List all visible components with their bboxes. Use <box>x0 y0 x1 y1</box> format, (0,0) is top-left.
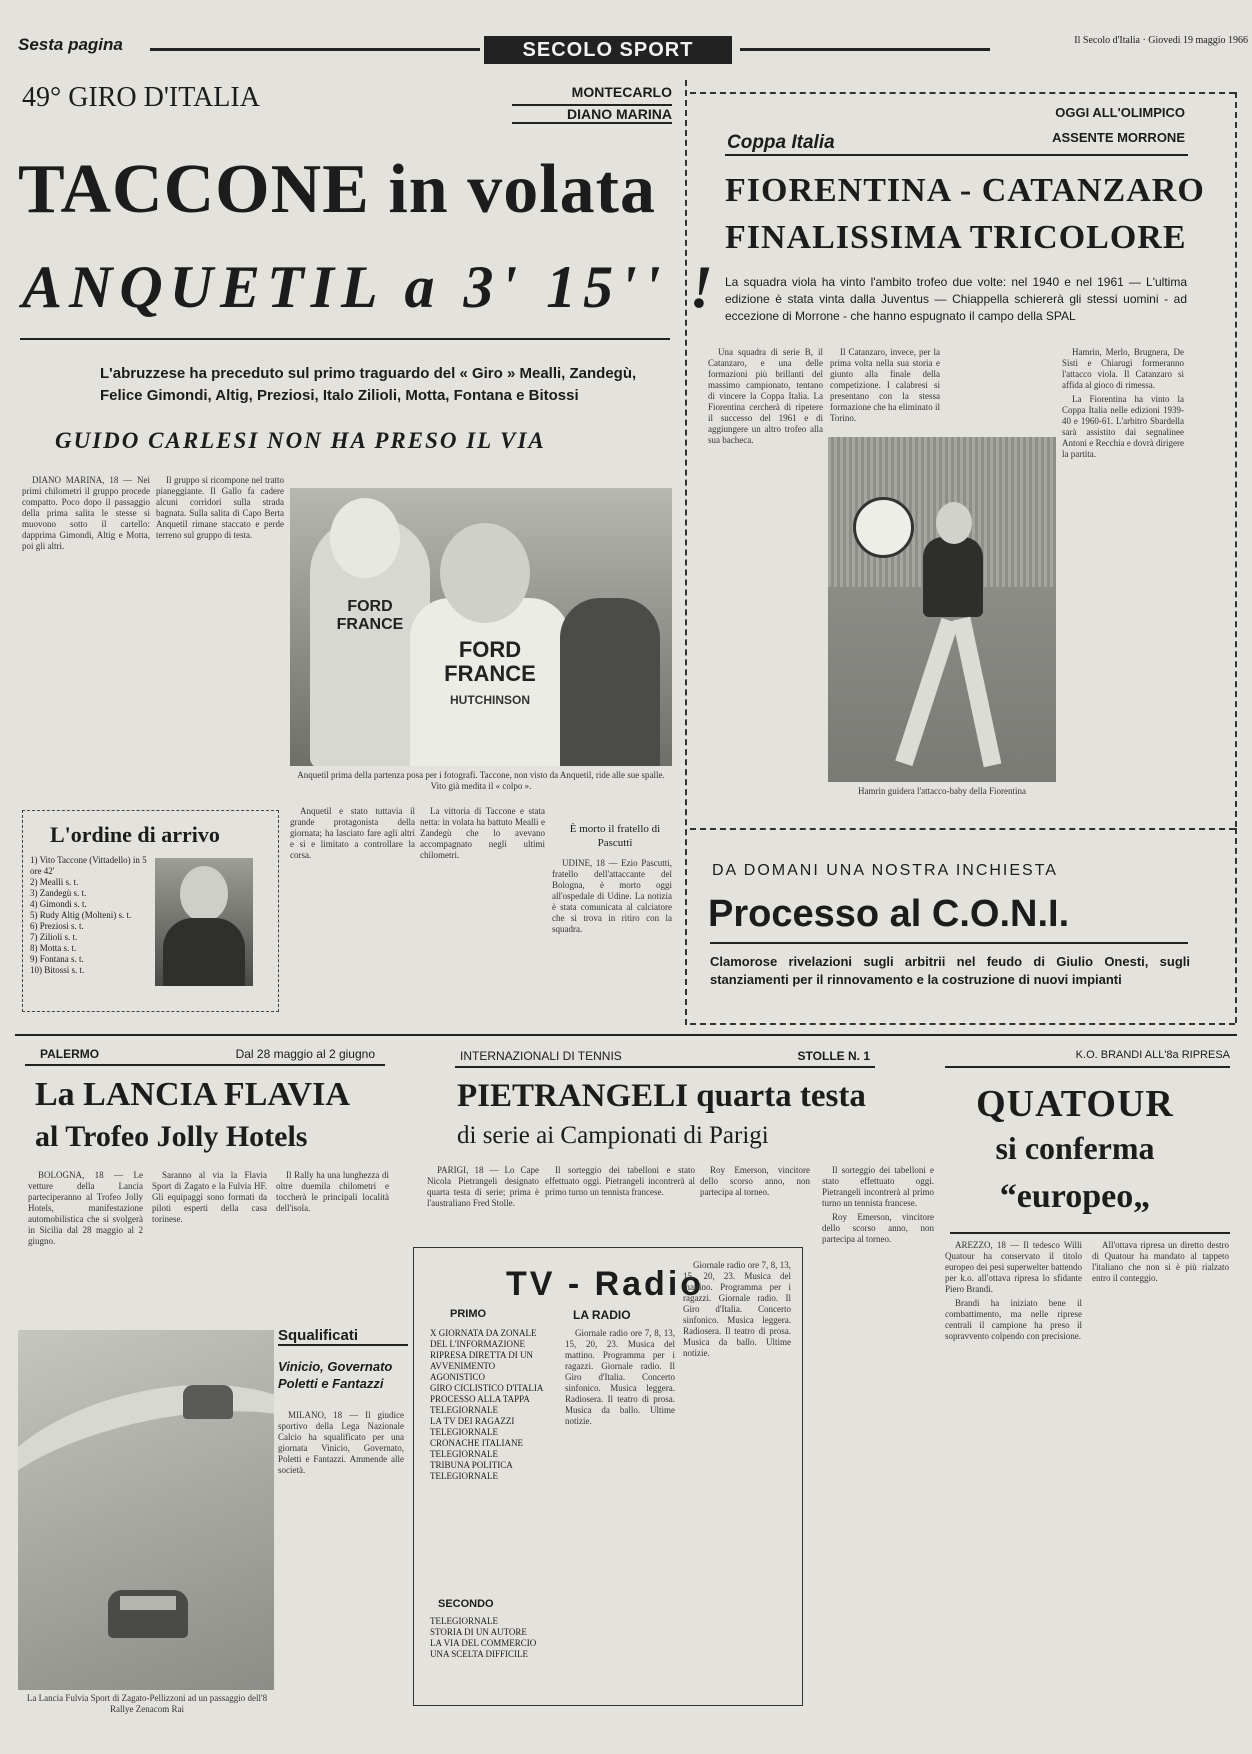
jersey-center-text-2: HUTCHINSON <box>450 693 530 707</box>
page-label: Sesta pagina <box>18 35 123 54</box>
coppa-subhead: La squadra viola ha vinto l'ambito trofeo due volte: nel 1940 e nel 1961 — L'ultima edizione è stata vinta dalla Juventus — Chiappella schiererà gli stessi uomini - ad eccezione di Morrone - che hanno espugnato il campo della SPAL <box>725 275 1187 323</box>
squalificati-subtitle: Vinicio, Governato Poletti e Fantazzi <box>278 1359 393 1391</box>
giro-stage-to: DIANO MARINA <box>512 104 672 124</box>
page-divider-h <box>15 1034 1237 1036</box>
tv-primo-item: TELEGIORNALE <box>430 1471 498 1481</box>
giro-body-2: Il gruppo si ricompone nel tratto pianeggiante. Il Gallo fa cadere alcuni corridori sulla strada bagnata. Sulla salita di Capo Berta Anquetil rimane staccato e perde terreno sul gruppo di testa. <box>156 475 284 540</box>
lancia-body-3: Il Rally ha una lunghezza di oltre duemila chilometri e toccherà le principali località dell'isola. <box>276 1170 389 1213</box>
quatour-headline-1: QUATOUR <box>976 1083 1174 1125</box>
tv-primo-item: X GIORNATA DA ZONALE DEL L'INFORMAZIONE <box>430 1328 537 1349</box>
arrivo-row: 8) Motta s. t. <box>30 943 77 953</box>
tennis-body-1: PARIGI, 18 — Lo Cape Nicola Pietrangeli designato quarta testa di serie; prima è l'australiano Fred Stolle. <box>427 1165 539 1208</box>
giro-headline-2: ANQUETIL a 3' 15'' ! <box>22 254 720 320</box>
tv-secondo-item: LA VIA DEL COMMERCIO <box>430 1638 537 1648</box>
arrivo-row: 2) Mealli s. t. <box>30 877 79 887</box>
squalificati-body: MILANO, 18 — Il giudice sportivo della Lega Nazionale Calcio ha squalificato per una giornata Vinicio, Governato, Poletti e Fantazzi. Ammende alle società. <box>278 1410 404 1475</box>
giro-body-4: La vittoria di Taccone e stata netta: in volata ha battuto Mealli e Zandegù che lo avevano accompagnato negli ultimi chilometri. <box>420 806 545 860</box>
giro-body-col-4 <box>420 806 545 1031</box>
lancia-photo <box>18 1330 274 1690</box>
giro-photo-caption: Anquetil prima della partenza posa per i fotografi. Taccone, non visto da Anquetil, ride alle sue spalle. Vito già medita il « colpo ». <box>297 770 665 791</box>
giro-body-1: DIANO MARINA, 18 — Nei primi chilometri il gruppo procede compatto. Poco dopo il passaggio della prima salita le stesse si muovono sotto il cartello: dapprima Gimondi, Altig e Motta, poi gli altri. <box>22 475 150 551</box>
arrivo-row: 6) Preziosi s. t. <box>30 921 84 931</box>
lancia-body-2: Saranno al via la Flavia Sport di Zagato e la Fulvia HF. Gli equipaggi sono formati da piloti esperti della casa torinese. <box>152 1170 267 1224</box>
quatour-headline-2: si conferma <box>995 1130 1155 1166</box>
tv-primo-item: TELEGIORNALE <box>430 1427 498 1437</box>
arrivo-title: L'ordine di arrivo <box>50 822 220 847</box>
coppa-photo-caption: Hamrin guidera l'attacco-baby della Fiorentina <box>857 786 1027 796</box>
arrivo-row: 4) Gimondi s. t. <box>30 899 87 909</box>
tv-secondo-item: UNA SCELTA DIFFICILE <box>430 1649 528 1659</box>
tv-radio-text: Giornale radio ore 7, 8, 13, 15, 20, 23. Musica del mattino. Programma per i ragazzi. Giornale radio. Il Giro d'Italia. Concerto sinfonico. Musica leggera. Radiosera. Il teatro di prosa. Musica da ballo. Ultime notizie. <box>565 1328 675 1426</box>
tv-primo-item: PROCESSO ALLA TAPPA <box>430 1394 530 1404</box>
quatour-head-rule <box>950 1232 1230 1234</box>
player-torso <box>923 537 983 617</box>
dashed-divider-v1 <box>685 80 687 1025</box>
rider-right <box>560 598 660 766</box>
car-near-window <box>120 1596 176 1610</box>
coni-box-right <box>1235 828 1237 1023</box>
arrivo-row: 10) Bitossi s. t. <box>30 965 85 975</box>
quatour-kicker: K.O. BRANDI ALL'8a RIPRESA <box>1075 1049 1230 1061</box>
coppa-kicker: Coppa Italia <box>727 132 835 153</box>
tv-radio-label: LA RADIO <box>573 1308 631 1322</box>
tennis-headline-2: di serie ai Campionati di Parigi <box>457 1122 769 1149</box>
player-leg-1 <box>895 618 958 766</box>
tennis-body-col-1 <box>427 1165 539 1240</box>
tv-primo-item: TELEGIORNALE <box>430 1405 498 1415</box>
tennis-kicker-right: STOLLE N. 1 <box>797 1049 870 1063</box>
tennis-body-3: Roy Emerson, vincitore dello scorso anno, non partecipa al torneo. <box>700 1165 810 1197</box>
arrivo-row: 9) Fontana s. t. <box>30 954 84 964</box>
pascutti-title: È morto il fratello di Pascutti <box>569 823 661 849</box>
giro-body-3: Anquetil e stato tuttavia il grande protagonista della giornata; ha lasciato fare agli altri e si e limitato a controllare la corsa. <box>290 806 415 860</box>
tennis-body-col-3 <box>700 1165 810 1240</box>
lancia-headline-2: al Trofeo Jolly Hotels <box>35 1120 308 1153</box>
squalificati-body-col <box>278 1410 404 1720</box>
tennis-body-2-cont: Il sorteggio dei tabelloni e stato effettuato oggi. Pietrangeli incontrerà al primo turno un tennista francese. <box>822 1165 934 1208</box>
lancia-photo-caption: La Lancia Fulvia Sport di Zagato-Pellizzoni ad un passaggio dell'8 Rallye Zenacom Rai <box>26 1693 268 1714</box>
coppa-body-1: Una squadra di serie B, il Catanzaro, e una delle formazioni più brillanti del massimo campionato, tentano di vincere la Coppa Italia. La Fiorentina cercherà di ripetere il successo del 1961 e di aggiungere un altro trofeo alla sua bacheca. <box>708 347 823 445</box>
football-ball <box>853 497 914 558</box>
arrivo-row: 7) Zilioli s. t. <box>30 932 78 942</box>
quatour-kicker-rule <box>945 1066 1230 1068</box>
tennis-body-col-2 <box>545 1165 695 1240</box>
taccone-portrait <box>155 858 253 986</box>
coppa-body-4: La Fiorentina ha vinto la Coppa Italia nelle edizioni 1939-40 e 1960-61. L'arbitro Sbardella sarà assistito dai segnalinee Antoni e Recchia e dovrà dirigere la partita. <box>1062 394 1184 459</box>
arrivo-row: 3) Zandegù s. t. <box>30 888 87 898</box>
tv-secondo-item: STORIA DI UN AUTORE <box>430 1627 527 1637</box>
coppa-box-label: OGGI ALL'OLIMPICO <box>1055 105 1185 120</box>
lancia-kicker-dates: Dal 28 maggio al 2 giugno <box>235 1047 375 1061</box>
quatour-body-1: AREZZO, 18 — Il tedesco Willi Quatour ha conservato il titolo europeo dei pesi superwelter battendo per k.o. all'ottava ripresa lo sfidante Piero Brandi. <box>945 1240 1082 1294</box>
quatour-body-3: All'ottava ripresa un diretto destro di Quatour ha mandato al tappeto l'italiano che non si è più rialzato entro il conteggio. <box>1092 1240 1229 1283</box>
lancia-body-1: BOLOGNA, 18 — Le vetture della Lancia parteciperanno al Trofeo Jolly Hotels, manifestazione automobilistica che si svolgerà in Sicilia dal 28 maggio al 2 giugno. <box>28 1170 143 1246</box>
tennis-kicker-rule <box>455 1066 875 1068</box>
tv-primo-item: GIRO CICLISTICO D'ITALIA <box>430 1383 544 1393</box>
giro-body-col-2 <box>156 475 284 800</box>
tv-radio-text-cont: Giornale radio ore 7, 8, 13, 15, 20, 23. Musica del mattino. Programma per i ragazzi. Giornale radio. Il Giro d'Italia. Concerto sinfonico. Musica leggera. Radiosera. Il teatro di prosa. Musica da ballo. Ultime notizie. <box>683 1260 791 1358</box>
tv-radio-col-1 <box>565 1328 675 1693</box>
rider-center-head <box>440 523 530 623</box>
jersey-center-text: FORD FRANCE <box>444 637 536 686</box>
coni-box-bottom <box>690 1023 1235 1025</box>
coppa-kicker-rule <box>725 154 1188 156</box>
lancia-headline-1: La LANCIA FLAVIA <box>35 1076 350 1113</box>
date-line: Il Secolo d'Italia · Giovedì 19 maggio 1966 <box>1074 35 1248 46</box>
tennis-body-3-cont: Roy Emerson, vincitore dello scorso anno, non partecipa al torneo. <box>822 1212 934 1244</box>
giro-body-col-3 <box>290 806 415 1031</box>
tv-radio-title: TV - Radio <box>505 1265 705 1303</box>
tennis-body-col-4 <box>822 1165 934 1715</box>
coppa-photo <box>828 437 1056 782</box>
quatour-body-col-1 <box>945 1240 1082 1720</box>
coni-headline-rule <box>710 942 1188 944</box>
lancia-kicker-place: PALERMO <box>40 1047 100 1061</box>
road-curve <box>18 1355 274 1616</box>
lancia-kicker-rule <box>25 1064 385 1066</box>
coppa-body-col-2 <box>830 347 940 432</box>
lancia-body-col-2 <box>152 1170 267 1320</box>
coppa-body-2: Il Catanzaro, invece, per la prima volta nella sua storia e giunto alla finale della competizione. I calabresi si presentano con la stessa formazione che ha eliminato il Torino. <box>830 347 940 423</box>
tennis-headline-1: PIETRANGELI quarta testa <box>457 1078 866 1114</box>
tv-secondo-label: SECONDO <box>438 1598 494 1610</box>
giro-photo <box>290 488 672 766</box>
giro-headline-1: TACCONE in volata <box>18 151 656 228</box>
lancia-body-col-3 <box>276 1170 389 1320</box>
masthead-right-rule <box>740 48 990 51</box>
pascutti-body-col <box>552 858 672 1030</box>
tv-radio-col-2 <box>683 1260 791 1693</box>
coppa-box-right <box>1235 92 1237 827</box>
arrivo-row: 5) Rudy Altig (Molteni) s. t. <box>30 910 132 920</box>
tennis-kicker: INTERNAZIONALI DI TENNIS <box>460 1049 622 1063</box>
coni-kicker: DA DOMANI UNA NOSTRA INCHIESTA <box>712 862 1058 879</box>
tv-secondo-list <box>430 1616 550 1660</box>
coni-subhead: Clamorose rivelazioni sugli arbitrii nel feudo di Giulio Onesti, sugli stanziamenti per il rinnovamento e la costruzione di nuovi impianti <box>710 954 1190 987</box>
car-far <box>183 1385 233 1419</box>
coppa-body-3: Hamrin, Merlo, Brugnera, De Sisti e Chiarugi formeranno l'attacco viola. Il Catanzaro si affida al gioco di rimessa. <box>1062 347 1184 390</box>
tv-primo-list <box>430 1328 550 1482</box>
giro-stage-from: MONTECARLO <box>571 84 672 100</box>
tv-primo-item: RIPRESA DIRETTA DI UN AVVENIMENTO AGONISTICO <box>430 1350 534 1382</box>
coni-box-top <box>690 828 1235 830</box>
masthead-left-rule <box>150 48 480 51</box>
tv-primo-item: CRONACHE ITALIANE <box>430 1438 524 1448</box>
quatour-body-2: Brandi ha iniziato bene il combattimento, ma nelle riprese centrali il campione ha preso il sopravvento colpendo con precisione. <box>945 1298 1082 1341</box>
coppa-headline-1: FIORENTINA - CATANZARO <box>725 172 1205 209</box>
giro-subhead-2: GUIDO CARLESI NON HA PRESO IL VIA <box>55 428 546 453</box>
giro-kicker: 49° GIRO D'ITALIA <box>22 82 260 113</box>
lancia-body-col-1 <box>28 1170 143 1320</box>
tv-primo-item: LA TV DEI RAGAZZI <box>430 1416 515 1426</box>
section-banner: SECOLO SPORT <box>484 36 732 64</box>
coni-headline: Processo al C.O.N.I. <box>708 893 1070 935</box>
quatour-headline-3: “europeo„ <box>999 1178 1151 1215</box>
arrivo-row: 1) Vito Taccone (Vittadello) in 5 ore 42' <box>30 855 147 876</box>
rider-left-head <box>330 498 400 578</box>
squalificati-title: Squalificati <box>278 1327 408 1346</box>
giro-head-rule <box>20 338 670 340</box>
pascutti-body: UDINE, 18 — Ezio Pascutti, fratello dell'attaccante del Bologna, è morto oggi all'ospedale di Udine. La notizia è stata comunicata al calciatore che si trova in ritiro con la squadra. <box>552 858 672 934</box>
tennis-body-2: Il sorteggio dei tabelloni e stato effettuato oggi. Pietrangeli incontrerà al primo turno un tennista francese. <box>545 1165 695 1197</box>
portrait-body <box>163 918 245 986</box>
player-leg-2 <box>953 617 1002 767</box>
coppa-headline-2: FINALISSIMA TRICOLORE <box>725 219 1187 256</box>
giro-subhead: L'abruzzese ha preceduto sul primo traguardo del « Giro » Mealli, Zandegù, Felice Gimondi, Altig, Preziosi, Italo Zilioli, Motta, Fontana e Bitossi <box>100 365 637 404</box>
coppa-sub-kicker: ASSENTE MORRONE <box>1052 130 1185 145</box>
coppa-body-col-1 <box>708 347 823 807</box>
tv-primo-label: PRIMO <box>450 1308 487 1320</box>
player-head <box>936 502 972 544</box>
coppa-box-top <box>690 92 1235 94</box>
coppa-body-col-3 <box>1062 347 1184 807</box>
tv-secondo-item: TELEGIORNALE <box>430 1616 498 1626</box>
tv-primo-item: TRIBUNA POLITICA <box>430 1460 513 1470</box>
arrivo-list <box>30 855 150 976</box>
quatour-body-col-2 <box>1092 1240 1229 1720</box>
giro-body-col-1 <box>22 475 150 800</box>
portrait-head <box>180 866 228 922</box>
tv-primo-item: TELEGIORNALE <box>430 1449 498 1459</box>
jersey-left-text: FORD FRANCE <box>336 598 404 633</box>
